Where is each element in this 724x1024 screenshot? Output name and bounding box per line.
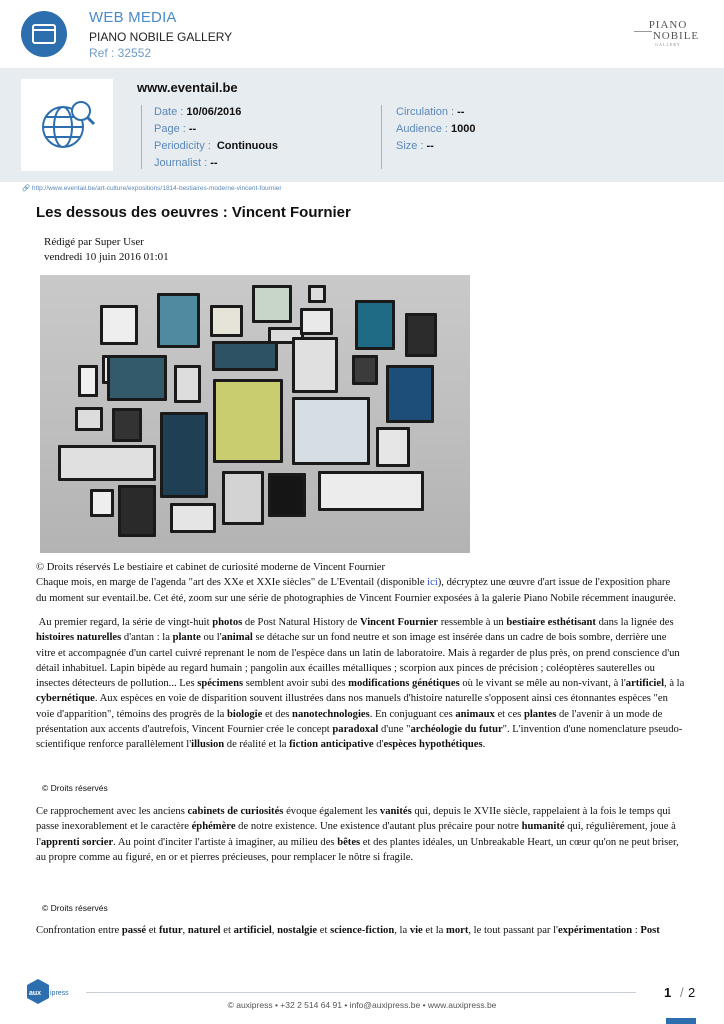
page-current: 1 xyxy=(664,985,672,1000)
footer-contact: © auxipress • +32 2 514 64 91 • info@auxipress.be • www.auxipress.be xyxy=(227,1000,497,1010)
paragraph-intro: © Droits réservés Le bestiaire et cabinet de curiosité moderne de Vincent Fournier Chaque mois, en marge de l'agenda "art des XXe et XXIe siècles" de L'Eventail (disponible ici), décryptez une œuvre d'art issue de l'exposition phare du moment sur eventail.be. Cet été, zoom sur une série de photographies de Vincent Fournier exposées à la galerie Piano Nobile récemment inaugurée. xyxy=(36,562,676,604)
svg-text:ipress: ipress xyxy=(50,990,69,997)
footer-tab xyxy=(666,1018,696,1024)
svg-text:aux: aux xyxy=(29,990,42,997)
site-name: www.eventail.be xyxy=(137,80,238,95)
periodicity-field: Periodicity : Continuous xyxy=(154,140,278,152)
article-author: Rédigé par Super User xyxy=(44,236,144,248)
media-type: WEB MEDIA xyxy=(89,9,177,26)
client-name: PIANO NOBILE GALLERY xyxy=(89,30,233,44)
page-field: Page : -- xyxy=(154,123,197,135)
report-header xyxy=(0,0,724,68)
photo-credit: © Droits réservés xyxy=(42,903,108,913)
paragraph-curiosites: Ce rapprochement avec les anciens cabinets de curiosités évoque également les vanités qui, depuis le XVIIe siècle, rappelaient à la fois le temps qui passe inexorablement et le caractère éphémère de notre existence. Une existence d'autant plus précaire pour notre humanité qui, régulièrement, joue à l'apprenti sorcier. Au point d'inciter l'artiste à imaginer, au milieu des bêtes et des plantes idéales, un Unbreakable Heart, un cœur qu'on ne peut briser, au propre comme au figuré, en or et pierres précieuses, pour remplacer le nôtre si fragile. xyxy=(36,806,679,863)
circulation-field: Circulation : -- xyxy=(396,106,465,118)
article-date: vendredi 10 juin 2016 01:01 xyxy=(44,251,169,263)
globe-search-icon xyxy=(21,79,113,171)
paragraph-main: Au premier regard, la série de vingt-huit photos de Post Natural History de Vincent Fournier ressemble à un bestiaire esthétisant dans la lignée des histoires naturelles d'antan : la plante ou l'animal se détache sur un fond neutre et son image est insérée dans un cadre de bois sombre, derrière une vitre et accompagnée d'un cartel cuivré reprenant le nom de l'espèce dans un latin de laboratoire. Mais à regarder de plus près, on prend conscience d'un détail inhabituel. Lapin bipède au regard humain ; pangolin aux écailles métalliques ; scorpion aux pinces de précision ; coléoptères sauterelles ou insectes détecteurs de pollution... Les spécimens semblent avoir subi des modifications génétiques où le vivant se mêle au non-vivant, à l'artificiel, à la cybernétique. Aux espèces en voie de disparition souvent illustrées dans nos manuels d'histoire naturelle s'opposent ainsi ces étonnantes espèces "en voie d'apparition", témoins des progrès de la biologie et des nanotechnologies. En conjuguant ces animaux et ces plantes de l'avenir à un mode de présentation aux accents d'autrefois, Vincent Fournier crée le concept paradoxal d'une "archéologie du futur". L'invention d'une nomenclature pseudo-scientifique renforce parallèlement l'illusion de réalité et la fiction anticipative d'espèces hypothétiques. xyxy=(36,617,685,751)
media-info-band xyxy=(0,68,724,182)
page-total: 2 xyxy=(688,985,696,1000)
piano-nobile-logo: PIANO NOBILE GALLERY xyxy=(628,20,708,47)
article-title: Les dessous des oeuvres : Vincent Fournier xyxy=(36,204,351,221)
web-media-icon xyxy=(21,11,67,57)
paragraph-confrontation: Confrontation entre passé et futur, naturel et artificiel, nostalgie et science-fiction, la vie et la mort, le tout passant par l'expérimentation : Post xyxy=(36,925,660,936)
agenda-link[interactable]: ici xyxy=(427,577,438,589)
footer-divider xyxy=(86,992,636,993)
reference-number: Ref : 32552 xyxy=(89,46,152,60)
journalist-field: Journalist : -- xyxy=(154,157,218,169)
page-separator: / xyxy=(680,985,684,1000)
size-field: Size : -- xyxy=(396,140,434,152)
article-photo xyxy=(40,275,470,553)
date-field: Date : 10/06/2016 xyxy=(154,106,242,118)
photo-credit: © Droits réservés xyxy=(42,783,108,793)
audience-field: Audience : 1000 xyxy=(396,123,476,135)
source-url-link[interactable]: 🔗 http://www.eventail.be/art-culture/expositions/1814-bestiaires-moderne-vincent-fournier xyxy=(22,185,282,192)
